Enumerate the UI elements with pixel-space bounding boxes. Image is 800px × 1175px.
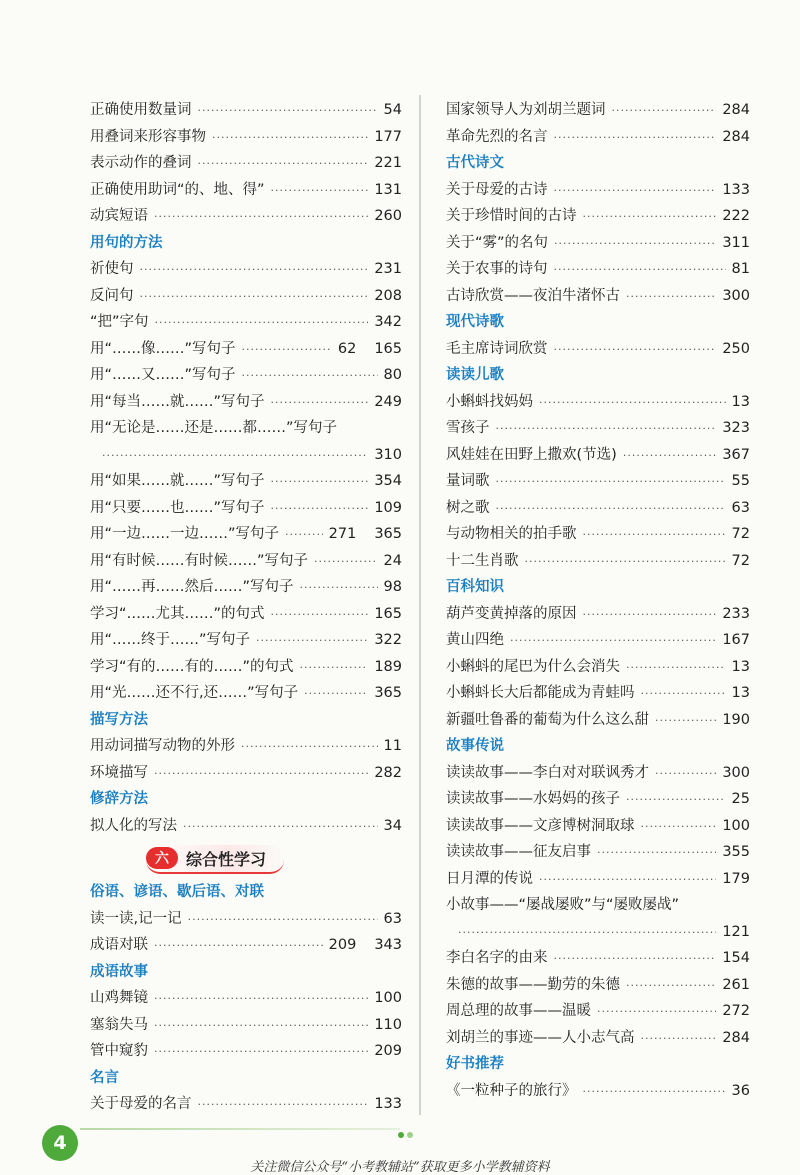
entry-page: 165	[374, 340, 402, 357]
toc-entry[interactable]	[90, 932, 402, 959]
toc-entry[interactable]	[446, 521, 750, 548]
entry-title: 毛主席诗词欣赏	[446, 340, 548, 357]
dot-leader	[271, 390, 369, 417]
entry-title: 祈使句	[90, 261, 134, 277]
section-heading: 描写方法	[90, 711, 148, 728]
toc-entry-continuation	[446, 919, 750, 946]
entry-page: 343	[374, 937, 402, 953]
dot-leader	[183, 814, 378, 841]
entry-page: 222	[722, 208, 750, 224]
toc-entry[interactable]	[446, 627, 750, 654]
dot-leader	[188, 907, 378, 934]
entry-page: 13	[731, 658, 750, 675]
entry-page: 250	[722, 340, 750, 357]
toc-entry[interactable]	[90, 362, 402, 389]
toc-entry[interactable]	[90, 1038, 402, 1065]
section-heading: 古代诗文	[446, 155, 504, 171]
dot-leader	[242, 363, 378, 390]
chapter-number: 六	[146, 847, 178, 869]
entry-title: 表示动作的叠词	[90, 155, 192, 171]
dot-leader	[597, 840, 716, 867]
entry-title: 革命先烈的名言	[446, 128, 548, 145]
toc-entry[interactable]	[90, 521, 402, 548]
dot-leader	[641, 814, 717, 841]
toc-entry[interactable]	[446, 283, 750, 310]
entry-title: 用“一边……一边……”写句子	[90, 526, 280, 542]
toc-entry[interactable]	[446, 389, 750, 416]
entry-page: 208	[374, 287, 402, 304]
entry-title: 十二生肖歌	[446, 552, 519, 569]
dot-leader	[212, 125, 368, 152]
dot-leader	[304, 681, 368, 708]
dot-leader	[496, 496, 726, 523]
entry-title: 用“如果……就……”写句子	[90, 473, 265, 489]
dot-leader	[271, 602, 369, 629]
toc-entry[interactable]	[90, 495, 402, 522]
dot-leader	[554, 178, 717, 205]
toc-entry[interactable]	[90, 985, 402, 1012]
toc-entry	[446, 892, 750, 919]
entry-page: 322	[374, 632, 402, 648]
entry-page: 25	[731, 791, 750, 807]
entry-page: 13	[731, 393, 750, 410]
dot-leader	[583, 204, 717, 231]
footer-note: 关注微信公众号“小考教辅站”获取更多小学教辅资料	[250, 1160, 550, 1175]
entry-page: 367	[722, 446, 750, 463]
entry-page: 131	[374, 181, 402, 198]
entry-title: 用“只要……也……”写句子	[90, 499, 265, 516]
entry-title: 拟人化的写法	[90, 817, 177, 834]
entry-page: 249	[374, 393, 402, 410]
entry-page: 284	[722, 1029, 750, 1046]
toc-entry[interactable]	[446, 786, 750, 813]
dot-leader	[154, 204, 368, 231]
entry-page: 209	[374, 1043, 402, 1059]
dot-leader	[525, 549, 726, 576]
page-number: 4	[42, 1125, 78, 1161]
entry-title: 日月潭的传说	[446, 870, 533, 887]
toc-entry[interactable]	[446, 468, 750, 495]
entry-title: 读读故事——李白对对联讽秀才	[446, 764, 649, 781]
entry-title: 读读故事——征友启事	[446, 844, 591, 860]
section-heading: 用句的方法	[90, 234, 163, 251]
dot-leader	[154, 761, 368, 788]
entry-title: 动宾短语	[90, 208, 148, 224]
dot-leader	[612, 98, 717, 125]
entry-page: 310	[374, 446, 402, 463]
entry-title: 黄山四绝	[446, 632, 504, 648]
entry-page: 110	[374, 1016, 402, 1033]
toc-entry[interactable]	[446, 177, 750, 204]
dot-leader	[154, 933, 323, 960]
section-heading: 百科知识	[446, 579, 504, 595]
dot-leader	[554, 125, 717, 152]
dot-leader	[655, 708, 716, 735]
dot-leader	[300, 655, 369, 682]
toc-entry[interactable]	[446, 760, 750, 787]
entry-page: 133	[374, 1096, 402, 1112]
entry-page: 63	[383, 910, 402, 927]
entry-title: 古诗欣赏——夜泊牛渚怀古	[446, 287, 620, 304]
toc-entry[interactable]	[446, 97, 750, 124]
dot-leader	[285, 522, 323, 549]
section-heading: 好书推荐	[446, 1056, 504, 1072]
entry-page-secondary: 62	[337, 340, 357, 357]
entry-title: 国家领导人为刘胡兰题词	[446, 102, 606, 118]
chapter-header	[90, 839, 402, 879]
footer-dots	[398, 1123, 416, 1142]
entry-title: 用“光……还不行,还……”写句子	[90, 685, 299, 701]
toc-entry[interactable]	[446, 442, 750, 469]
dot-leader	[198, 151, 369, 178]
entry-title: 新疆吐鲁番的葡萄为什么这么甜	[446, 711, 649, 728]
entry-page: 100	[722, 817, 750, 834]
toc-entry[interactable]	[446, 866, 750, 893]
dot-leader	[583, 1079, 726, 1106]
entry-page: 72	[731, 552, 750, 569]
toc-entry[interactable]	[446, 972, 750, 999]
entry-page: 154	[722, 950, 750, 966]
toc-entry[interactable]	[90, 150, 402, 177]
dot-leader	[655, 761, 716, 788]
toc-entry[interactable]	[90, 601, 402, 628]
dot-leader	[256, 628, 368, 655]
entry-page: 300	[722, 287, 750, 304]
toc-entry[interactable]	[446, 707, 750, 734]
dot-leader	[626, 284, 716, 311]
toc-entry[interactable]	[90, 336, 402, 363]
entry-page: 11	[383, 738, 402, 754]
toc-entry[interactable]	[90, 203, 402, 230]
entry-title: 朱德的故事——勤劳的朱德	[446, 976, 620, 993]
footer-rule	[80, 1128, 400, 1130]
dot-leader	[626, 655, 726, 682]
entry-title: 用“有时候……有时候……”写句子	[90, 552, 309, 569]
entry-title: 关于母爱的古诗	[446, 181, 548, 198]
toc-entry[interactable]	[446, 548, 750, 575]
chapter-title: 综合性学习	[186, 849, 267, 869]
entry-title: 小蝌蚪的尾巴为什么会消失	[446, 658, 620, 675]
entry-title: 读读故事——水妈妈的孩子	[446, 791, 620, 807]
entry-page: 323	[722, 420, 750, 436]
toc-entry[interactable]	[446, 654, 750, 681]
entry-page: 72	[731, 526, 750, 542]
toc-entry[interactable]	[90, 283, 402, 310]
entry-title: 塞翁失马	[90, 1016, 148, 1033]
entry-page: 98	[383, 579, 402, 595]
entry-page: 36	[731, 1082, 750, 1099]
entry-title: 量词歌	[446, 473, 490, 489]
entry-page: 63	[731, 499, 750, 516]
entry-title: 学习“有的……有的……”的句式	[90, 658, 294, 675]
entry-page: 284	[722, 128, 750, 145]
toc-entry[interactable]	[90, 654, 402, 681]
entry-page: 354	[374, 473, 402, 489]
dot-leader	[198, 1092, 369, 1119]
dot-leader	[554, 257, 726, 284]
toc-entry[interactable]	[90, 548, 402, 575]
toc-entry[interactable]	[90, 906, 402, 933]
section-heading: 现代诗歌	[446, 314, 504, 330]
toc-entry[interactable]	[90, 574, 402, 601]
toc-entry[interactable]	[90, 177, 402, 204]
section-heading: 俗语、谚语、歇后语、对联	[90, 884, 264, 900]
entry-page: 233	[722, 605, 750, 622]
entry-title: 关于农事的诗句	[446, 261, 548, 277]
entry-title: “把”字句	[90, 314, 149, 330]
entry-title: 树之歌	[446, 499, 490, 516]
dot-leader	[496, 469, 726, 496]
toc-entry[interactable]	[446, 124, 750, 151]
dot-leader	[271, 469, 369, 496]
entry-page: 100	[374, 990, 402, 1006]
entry-title: 小蝌蚪长大后都能成为青蛙吗	[446, 685, 635, 701]
toc-entry[interactable]	[90, 256, 402, 283]
dot-leader	[154, 986, 368, 1013]
dot-leader	[554, 946, 717, 973]
toc-entry[interactable]	[446, 415, 750, 442]
toc-entry[interactable]	[90, 97, 402, 124]
toc-entry[interactable]	[446, 945, 750, 972]
toc-entry[interactable]	[446, 839, 750, 866]
dot-leader	[510, 628, 716, 655]
toc-entry[interactable]	[446, 998, 750, 1025]
entry-page: 190	[722, 711, 750, 728]
entry-page: 282	[374, 764, 402, 781]
entry-page: 109	[374, 499, 402, 516]
entry-title: 关于“雾”的名句	[446, 234, 549, 251]
entry-title: 用动词描写动物的外形	[90, 738, 235, 754]
entry-page: 272	[722, 1003, 750, 1019]
entry-page: 189	[374, 658, 402, 675]
entry-page: 13	[731, 685, 750, 701]
toc-entry[interactable]	[90, 468, 402, 495]
entry-page: 260	[374, 208, 402, 224]
dot-leader	[641, 681, 726, 708]
entry-page: 34	[383, 817, 402, 834]
entry-page: 231	[374, 261, 402, 277]
entry-title: 管中窥豹	[90, 1043, 148, 1059]
dot-leader	[641, 1026, 717, 1053]
toc-entry[interactable]	[90, 760, 402, 787]
toc-entry-continuation	[90, 442, 402, 469]
section-heading: 读读儿歌	[446, 367, 504, 383]
section-heading: 成语故事	[90, 963, 148, 980]
entry-page: 261	[722, 976, 750, 993]
entry-title: 学习“……尤其……”的句式	[90, 605, 265, 622]
entry-page: 355	[722, 844, 750, 860]
entry-title: 正确使用助词“的、地、得”	[90, 181, 265, 198]
dot-leader	[271, 178, 369, 205]
entry-page: 24	[383, 552, 402, 569]
entry-title: 用“每当……就……”写句子	[90, 393, 265, 410]
toc-entry[interactable]	[446, 230, 750, 257]
section-heading: 故事传说	[446, 738, 504, 754]
entry-title: 用“无论是……还是……都……”写句子	[90, 420, 338, 436]
entry-page-secondary: 209	[328, 937, 357, 953]
entry-page: 300	[722, 764, 750, 781]
entry-title: 用“……终于……”写句子	[90, 632, 251, 648]
dot-leader	[140, 257, 369, 284]
toc-entry[interactable]	[446, 813, 750, 840]
toc-entry[interactable]	[90, 389, 402, 416]
entry-page: 55	[731, 473, 750, 489]
chapter-badge	[146, 845, 284, 874]
column-divider	[419, 95, 421, 1115]
entry-title: 读一读,记一记	[90, 910, 182, 927]
entry-page: 165	[374, 605, 402, 622]
toc-entry[interactable]	[90, 309, 402, 336]
toc-entry[interactable]	[90, 733, 402, 760]
toc-entry[interactable]	[90, 1091, 402, 1118]
section-heading: 修辞方法	[90, 791, 148, 807]
dot-leader	[155, 310, 369, 337]
entry-page: 54	[383, 102, 402, 118]
toc-entry[interactable]	[446, 601, 750, 628]
entry-page: 80	[383, 367, 402, 383]
dot-leader	[242, 337, 332, 364]
dot-leader	[314, 549, 378, 576]
toc-right-column	[446, 97, 750, 1104]
entry-title: 雪孩子	[446, 420, 490, 436]
entry-title: 小故事——“屡战屡败”与“屡败屡战”	[446, 897, 680, 913]
entry-title: 与动物相关的拍手歌	[446, 526, 577, 542]
entry-page: 311	[722, 234, 750, 251]
toc-entry[interactable]	[90, 813, 402, 840]
dot-leader	[583, 522, 726, 549]
entry-title: 正确使用数量词	[90, 102, 192, 118]
entry-title: 反问句	[90, 287, 134, 304]
toc-entry[interactable]	[446, 203, 750, 230]
dot-leader	[102, 443, 368, 470]
toc-entry	[90, 415, 402, 442]
entry-title: 关于珍惜时间的古诗	[446, 208, 577, 224]
entry-title: 环境描写	[90, 764, 148, 781]
entry-title: 风娃娃在田野上撒欢(节选)	[446, 446, 617, 463]
entry-title: 山鸡舞镜	[90, 990, 148, 1006]
toc-entry[interactable]	[446, 1025, 750, 1052]
dot-leader	[140, 284, 369, 311]
entry-page: 179	[722, 870, 750, 887]
entry-page: 221	[374, 155, 402, 171]
dot-leader	[241, 734, 378, 761]
dot-leader	[626, 787, 726, 814]
toc-left-column	[90, 97, 402, 1118]
dot-leader	[198, 98, 378, 125]
entry-title: 用“……又……”写句子	[90, 367, 236, 383]
entry-title: 小蝌蚪找妈妈	[446, 393, 533, 410]
dot-leader	[554, 231, 716, 258]
entry-page: 121	[722, 923, 750, 940]
toc-entry[interactable]	[446, 1078, 750, 1105]
entry-page: 284	[722, 102, 750, 118]
toc-entry[interactable]	[90, 680, 402, 707]
toc-entry[interactable]	[90, 627, 402, 654]
toc-entry[interactable]	[90, 124, 402, 151]
entry-title: 周总理的故事——温暖	[446, 1003, 591, 1019]
entry-page: 81	[731, 261, 750, 277]
toc-entry[interactable]	[446, 680, 750, 707]
entry-page: 365	[374, 526, 402, 542]
dot-leader	[539, 390, 726, 417]
entry-title: 用“……像……”写句子	[90, 340, 236, 357]
toc-entry[interactable]	[446, 336, 750, 363]
entry-title: 《一粒种子的旅行》	[446, 1082, 577, 1099]
dot-leader	[300, 575, 378, 602]
dot-leader	[458, 920, 716, 947]
entry-page: 167	[722, 632, 750, 648]
toc-entry[interactable]	[90, 1012, 402, 1039]
dot-leader	[154, 1013, 368, 1040]
entry-title: 李白名字的由来	[446, 950, 548, 966]
dot-leader	[626, 973, 716, 1000]
entry-title: 关于母爱的名言	[90, 1096, 192, 1112]
dot-leader	[496, 416, 717, 443]
dot-leader	[583, 602, 717, 629]
dot-leader	[271, 496, 369, 523]
entry-title: 葫芦变黄掉落的原因	[446, 605, 577, 622]
entry-title: 用“……再……然后……”写句子	[90, 579, 294, 595]
entry-page: 177	[374, 128, 402, 145]
entry-title: 读读故事——文彦博树洞取球	[446, 817, 635, 834]
entry-page: 365	[374, 685, 402, 701]
entry-title: 用叠词来形容事物	[90, 128, 206, 145]
entry-page-secondary: 271	[328, 526, 357, 542]
dot-leader	[154, 1039, 368, 1066]
dot-leader	[554, 337, 717, 364]
section-heading: 名言	[90, 1069, 119, 1086]
dot-leader	[597, 999, 716, 1026]
toc-entry[interactable]	[446, 495, 750, 522]
entry-title: 成语对联	[90, 937, 148, 953]
toc-entry[interactable]	[446, 256, 750, 283]
dot-leader	[623, 443, 716, 470]
entry-page: 133	[722, 181, 750, 198]
entry-title: 刘胡兰的事迹——人小志气高	[446, 1029, 635, 1046]
entry-page: 342	[374, 314, 402, 330]
dot-leader	[539, 867, 716, 894]
